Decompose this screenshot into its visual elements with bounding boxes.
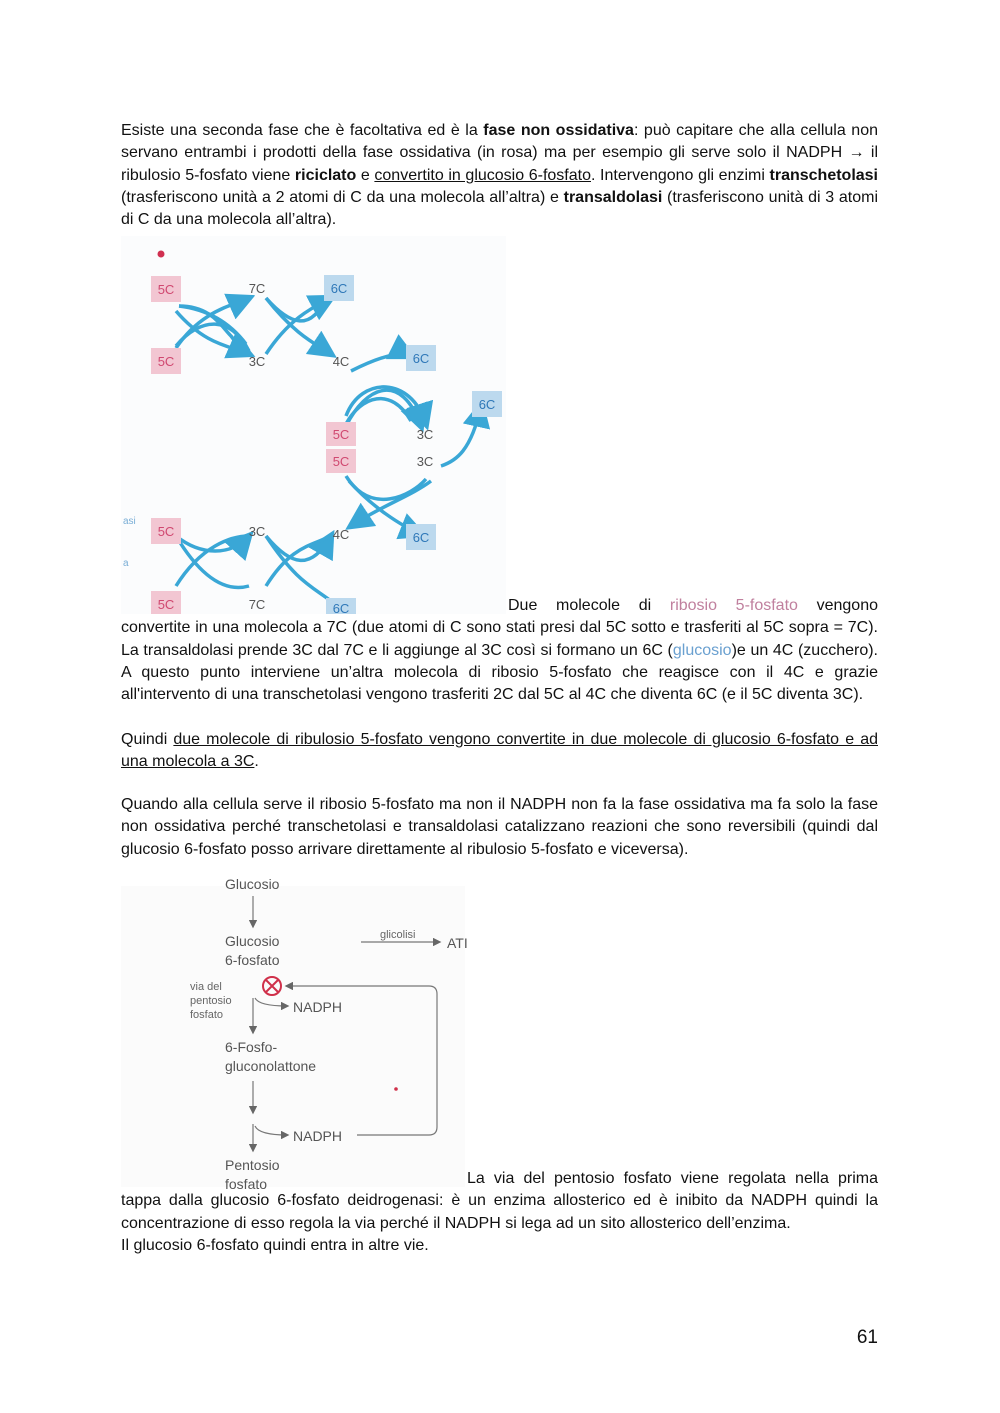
carbon-label: 7C [248,281,266,296]
text: . [254,753,259,771]
underlined-text: convertito in glucosio 6-fosfato [374,166,591,184]
underlined-text: due molecole di ribulosio 5-fosfato vengono convertite in due molecole di glucosio 6-fosfato e ad una molecola a 3C [121,731,878,771]
bold-term: transaldolasi [563,188,663,206]
text: (trasferiscono unità di 3 atomi di C da una molecola all’altra). [121,188,878,229]
bold-term: transchetolasi [769,166,878,184]
text: Quindi [121,731,174,748]
carbon-label: 4C [332,354,350,369]
text: La via del pentosio fosfato viene regolata nella prima tappa dalla glucosio 6-fosfato deidrogenasi: è un enzima allosterico ed è inibito da NADPH quindi la concentrazione di esso regola la via perché il NADPH si lega ad un sito allosterico dell’enzima. [121,1170,878,1232]
text: Il glucosio 6-fosfato quindi entra in altre vie. [121,1237,429,1254]
box-label: 5C [157,354,175,369]
text: . Intervengono gli enzimi [591,166,770,184]
g6p-label: Glucosio [225,933,280,949]
box-label: 5C [157,282,175,297]
glycolysis-label: glicolisi [380,929,416,941]
text: Esiste una seconda fase che è facoltativa ed è la [121,122,484,139]
box-label: 6C [412,530,430,545]
atp-label: ATI [447,935,468,951]
g6p-label: 6-fosfato [225,952,280,968]
pentose-phosphate-label: fosfato [225,1176,268,1192]
paragraph-regulation [121,1168,878,1235]
text: : può capitare che alla cellula non servano entrambi i prodotti della fase ossidativa (in rosa) ma per esempio gli serve solo il NADPH → il ribulosio 5-fosfato viene [121,122,878,184]
pathway-label: pentosio [190,995,232,1007]
text: Quando alla cellula serve il ribosio 5-fosfato ma non il NADPH non fa la fase ossidativa ma fa solo la fase non ossidativa perché transchetolasi e transaldolasi catalizzano reazioni che sono reversibili (quindi dal glucosio 6-fosfato posso arrivare direttamente al ribulosio 5-fosfato e viceversa). [121,796,878,858]
text: Due molecole di [508,597,670,614]
carbon-label: 7C [248,597,266,612]
nadph-label: NADPH [293,999,343,1015]
red-dot [394,1087,398,1091]
pathway-label: fosfato [190,1009,224,1021]
gluconolactone-label: 6-Fosfo- [225,1039,278,1055]
nadph-label: NADPH [293,1128,343,1144]
box-label: 6C [330,281,348,296]
gluconolactone-label: gluconolattone [225,1058,317,1074]
carbon-label: 3C [248,524,266,539]
text: (trasferiscono unità a 2 atomi di C da una molecola all’altra) e [121,188,564,206]
paragraph-explanation [121,595,878,706]
paragraph-summary [121,729,878,774]
box-label: 6C [478,397,496,412]
text: vengono convertite in una molecola a 7C (due atomi di C sono stati presi dal 5C sotto e trasferiti al 5C sopra = 7C). La transaldolasi prende 3C dal 7C e li aggiunge al 3C così si formano un 6C ( [121,597,879,659]
page-number: 61 [856,1327,878,1348]
pink-text: ribosio 5-fosfato [669,597,798,614]
edge-text: a [123,558,129,569]
regulation-svg [121,876,468,1192]
pathway-label: via del [190,981,222,993]
carbon-label: 3C [416,454,434,469]
box-label: 5C [332,454,350,469]
red-dot [158,251,165,258]
carbon-exchange-diagram [121,236,506,614]
glucose-label: Glucosio [225,876,280,892]
box-label: 6C [412,351,430,366]
box-label: 5C [332,427,350,442]
edge-text: asi [123,516,136,527]
carbon-label: 4C [332,527,350,542]
blue-text: glucosio [672,641,732,659]
paragraph-conclusion [121,1235,878,1257]
bold-term: fase non ossidativa [483,122,634,139]
bold-term: riciclato [294,166,357,184]
regulation-diagram [121,876,468,1192]
carbon-label: 3C [248,354,266,369]
box-label: 5C [157,597,175,612]
box-label: 5C [157,524,175,539]
inhibition-cross [266,980,278,992]
text: e [356,166,375,184]
box-label: 6C [332,601,350,616]
carbon-label: 3C [416,427,434,442]
paragraph-nonoxidative [121,794,878,861]
carbon-exchange-svg [121,236,506,614]
paragraph-intro [121,120,878,231]
pentose-phosphate-label: Pentosio [225,1157,280,1173]
text: )e un 4C (zucchero). A questo punto interviene un’altra molecola di ribosio 5-fosfato che reagisce con il 4C e grazie all'intervento di una transchetolasi vengono trasferiti 2C dal 5C al 4C che diventa 6C (e il 5C diventa 3C). [121,641,878,704]
